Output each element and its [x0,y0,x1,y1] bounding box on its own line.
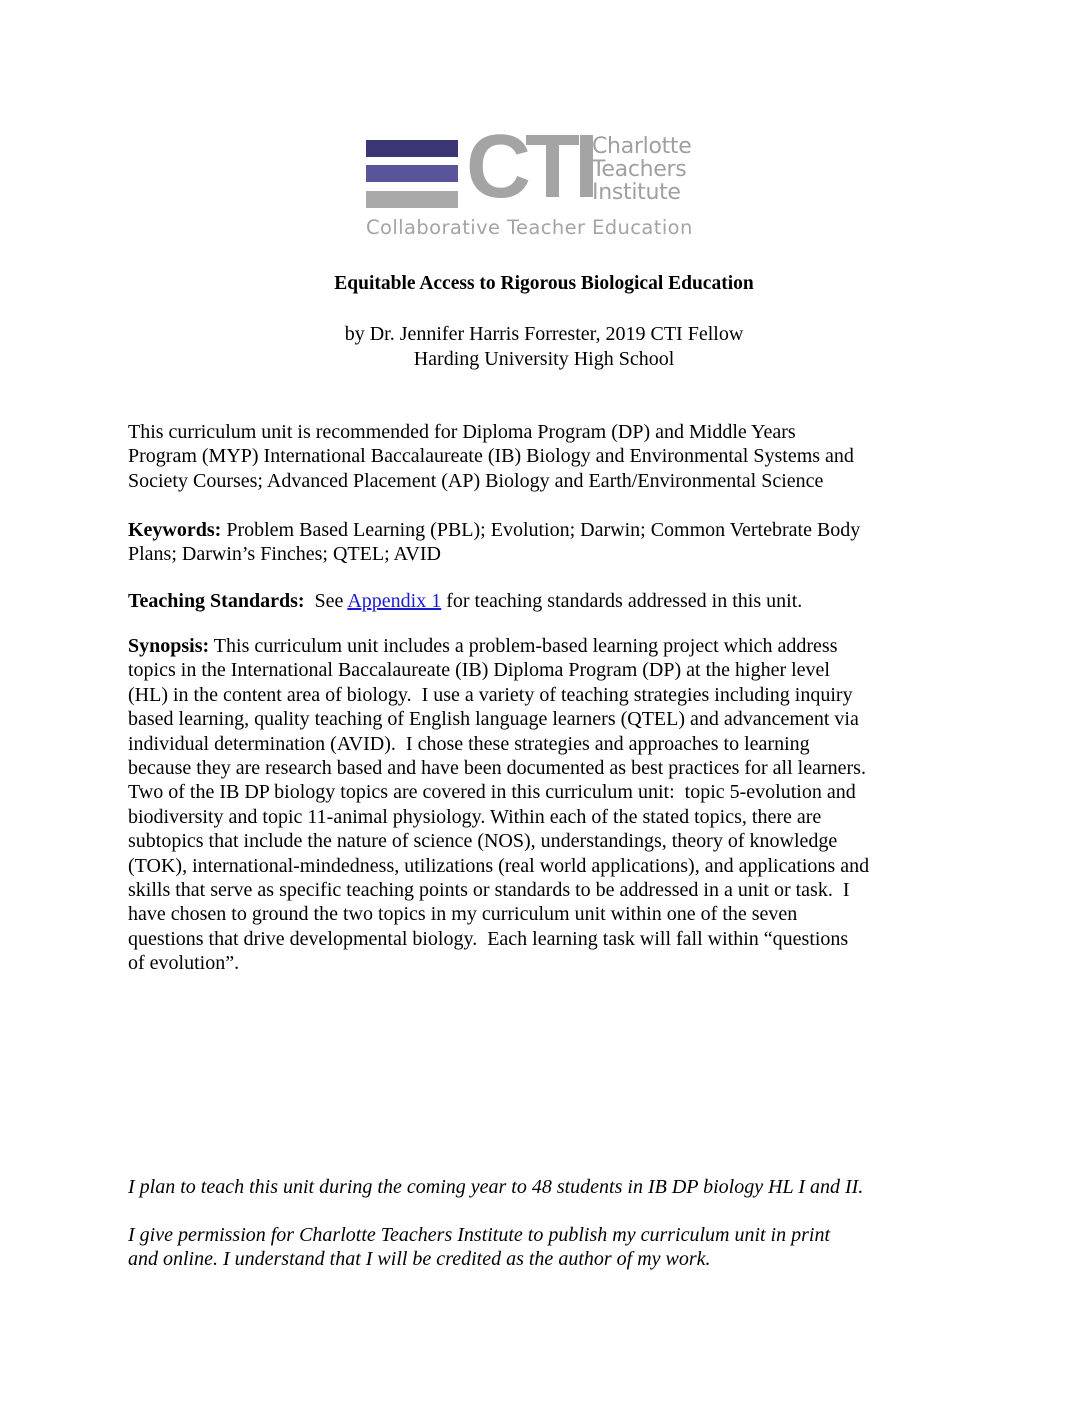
author-byline: by Dr. Jennifer Harris Forrester, 2019 CTI Fellow [344,323,744,345]
keywords-label: Keywords: [128,519,222,541]
standards-text-after: for teaching standards addressed in this unit. [441,590,803,612]
paragraph-line: (TOK), international-mindedness, utilizations (real world applications), and applications and [128,854,870,877]
paragraph-line: Society Courses; Advanced Placement (AP) Biology and Earth/Environmental Science [128,469,824,492]
paragraph-line [128,634,928,658]
paragraph-line: skills that serve as specific teaching points or standards to be addressed in a unit or task. I [128,878,850,901]
paragraph-line: subtopics that include the nature of science (NOS), understandings, theory of knowledge [128,830,838,853]
author-school: Harding University High School [413,348,675,370]
synopsis-label: Synopsis: [128,635,210,657]
paragraph-line: Plans; Darwin’s Finches; QTEL; AVID [128,543,441,566]
logo-name-line: Teachers [592,157,687,182]
paragraph-line: individual determination (AVID). I chose these strategies and approaches to learning [128,732,810,755]
teaching-plan-statement [128,1175,928,1199]
paragraph-line: have chosen to ground the two topics in my curriculum unit within one of the seven [128,903,798,926]
logo-stripe-gray [366,191,458,208]
paragraph-line: Program (MYP) International Baccalaureate (IB) Biology and Environmental Systems and [128,445,854,468]
paragraph-line: This curriculum unit is recommended for Diploma Program (DP) and Middle Years [128,421,796,443]
document-title: Equitable Access to Rigorous Biological Education [334,273,754,294]
logo-stripe-mid [366,165,458,182]
logo-acronym: CTI [466,117,593,217]
paragraph-line: based learning, quality teaching of English language learners (QTEL) and advancement via [128,708,859,731]
synopsis-text: This curriculum unit includes a problem-based learning project which address [209,635,838,657]
paragraph-line: I plan to teach this unit during the coming year to 48 students in IB DP biology HL I and II. [128,1176,864,1198]
paragraph-line: of evolution”. [128,952,240,975]
logo-institute-name [592,136,692,205]
cti-logo [366,117,726,244]
synopsis-paragraph [128,634,928,975]
paragraph-line [128,518,928,542]
logo-name-line: Institute [592,180,681,205]
recommendation-paragraph [128,420,928,493]
paragraph-line: (HL) in the content area of biology. I use a variety of teaching strategies including inquiry [128,683,853,706]
paragraph-line: I give permission for Charlotte Teachers Institute to publish my curriculum unit in print [128,1224,831,1246]
paragraph-line: topics in the International Baccalaureate (IB) Diploma Program (DP) at the higher level [128,659,830,682]
logo-stripes-icon [366,140,458,206]
permission-statement [128,1223,928,1272]
keywords-paragraph [128,518,928,567]
logo-tagline: Collaborative Teacher Education [366,216,693,239]
logo-name-line: Charlotte [592,134,692,159]
logo-stripe-dark [366,140,458,157]
author-block [0,322,1088,372]
teaching-standards-paragraph [128,589,928,613]
paragraph-line: biodiversity and topic 11-animal physiology. Within each of the stated topics, there are [128,805,822,828]
teaching-standards-label: Teaching Standards: [128,590,305,612]
keywords-text: Problem Based Learning (PBL); Evolution; Darwin; Common Vertebrate Body [221,519,861,541]
appendix-1-link[interactable]: Appendix 1 [347,590,442,612]
paragraph-line: Two of the IB DP biology topics are covered in this curriculum unit: topic 5-evolution and [128,781,856,804]
paragraph-line: and online. I understand that I will be credited as the author of my work. [128,1248,711,1271]
paragraph-line: questions that drive developmental biology. Each learning task will fall within “questions [128,927,849,950]
paragraph-line [128,589,928,613]
standards-text-before: See [304,590,348,612]
paragraph-line: because they are research based and have been documented as best practices for all learners. [128,756,866,779]
